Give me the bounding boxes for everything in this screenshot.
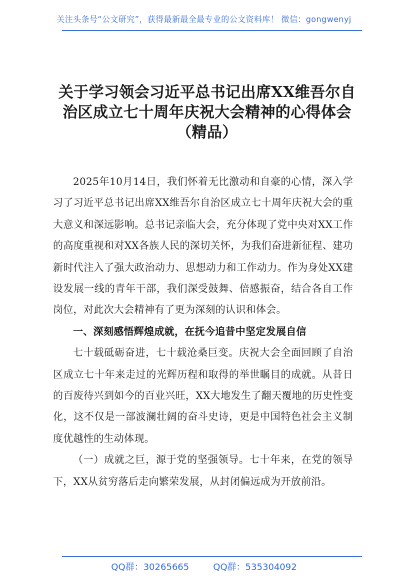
header-divider	[62, 30, 362, 31]
document-body	[53, 172, 353, 493]
section-heading: 一、深刻感悟辉煌成就，在抚今追昔中坚定发展自信	[73, 326, 307, 338]
footer-qq-group-1: QQ群：30265665	[111, 563, 190, 573]
header-banner: 关注头条号“公文研究”，获得最新最全最专业的公文资料库！ 微信：gongwenyj	[56, 15, 352, 24]
document-title: 关于学习领会习近平总书记出席XX维吾尔自治区成立七十周年庆祝大会精神的心得体会（精品）	[58, 83, 356, 141]
section-paragraph: 七十载砥砺奋进，七十载沧桑巨变。庆祝大会全面回顾了自治区成立七十年来走过的光辉历程和取得的举世瞩目的成就。从昔日的百废待兴到如今的百业兴旺，XX大地发生了翻天覆地的历史性变化，这不仅是一部波澜壮阔的奋斗史诗，更是中国特色社会主义制度优越性的生动体现。	[53, 348, 353, 445]
footer	[0, 560, 408, 573]
intro-paragraph: 2025年10月14日，我们怀着无比激动和自豪的心情，深入学习了习近平总书记出席XX维吾尔自治区成立七十周年庆祝大会的重大意义和深远影响。总书记亲临大会，充分体现了党中央对XX工作的高度重视和对XX各族人民的深切关怀，为我们奋进新征程、建功新时代注入了强大政治动力、思想动力和工作动力。作为身处XX建设发展一线的青年干部，我们深受鼓舞、倍感振奋，结合各自工作岗位，对此次大会精神有了更为深刻的认识和体会。	[53, 177, 353, 317]
footer-qq-group-2: QQ群：535304092	[213, 563, 297, 573]
footer-divider	[62, 556, 362, 557]
section-paragraph: （一）成就之巨，源于党的坚强领导。七十年来，在党的领导下，XX从贫穷落后走向繁荣发展，从封闭偏远成为开放前沿。	[53, 455, 353, 488]
